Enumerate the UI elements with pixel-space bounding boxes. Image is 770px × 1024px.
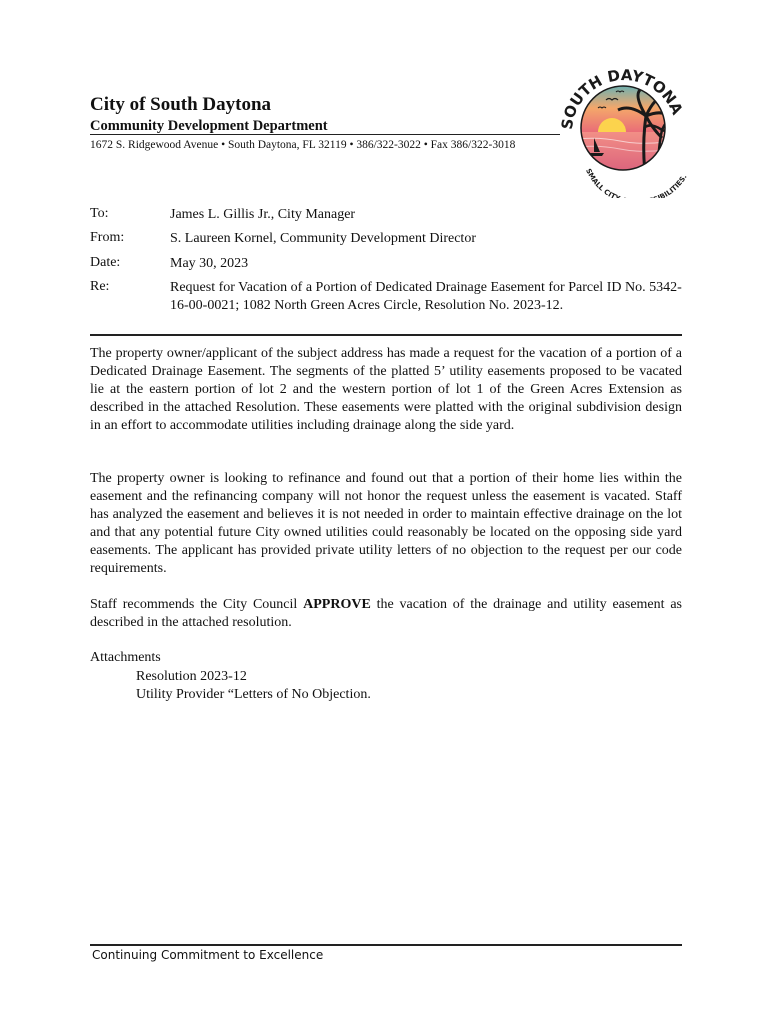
attachments-heading: Attachments — [90, 650, 161, 665]
logo-top-text: SOUTH DAYTONA — [557, 65, 687, 131]
department-name: Community Development Department — [90, 118, 328, 134]
body-paragraph-3 — [90, 596, 682, 632]
memo-divider — [90, 334, 682, 336]
city-name: City of South Daytona — [90, 94, 272, 115]
footer-motto: Continuing Commitment to Excellence — [92, 948, 324, 962]
logo-bottom-text: SMALL CIT BILITIES. — [584, 167, 689, 198]
memo-from-label: From: — [90, 230, 125, 245]
memo-re-label: Re: — [90, 279, 110, 294]
recommendation-tail: the vacation of the drainage and utility easement as described in the attached resolution. — [90, 597, 683, 630]
memo-re-value: Request for Vacation of a Portion of Dedicated Drainage Easement for Parcel ID No. 5342-16-00-0021; 1082 North Green Acres Circle, Resolution No. 2023-12. — [170, 280, 682, 313]
body-paragraph-1: The property owner/applicant of the subject address has made a request for the vacation of a portion of a Dedicated Drainage Easement. The segments of the platted 5’ utility easements proposed to be vacated lie at the eastern portion of lot 2 and the western portion of lot 1 of the Green Acres Extension as described in the attached Resolution. These easements were platted with the original subdivision design in an effort to accommodate utilities including drainage along the side yard. — [90, 346, 682, 433]
recommendation-approve: APPROVE — [303, 597, 371, 612]
department-address: 1672 S. Ridgewood Avenue • South Daytona, FL 32119 • 386/322-3022 • Fax 386/322-3018 — [90, 139, 516, 151]
body-paragraph-2: The property owner is looking to refinance and found out that a portion of their home lies within the easement and the refinancing company will not honor the request unless the easement is vacated. Staff has analyzed the easement and believes it is not needed in order to maintain effective drainage on the lot and that any potential future City owned utilities could reasonably be located on the opposing side yard easements. The applicant has provided private utility letters of no objection to the request per our code requirements. — [90, 471, 682, 576]
city-logo — [550, 48, 700, 198]
attachments-list — [136, 668, 371, 704]
memo-to-label: To: — [90, 206, 109, 221]
header-divider — [90, 134, 560, 135]
memo-date-value: May 30, 2023 — [170, 256, 249, 271]
memo-to-value: James L. Gillis Jr., City Manager — [170, 207, 356, 222]
recommendation-lead: Staff recommends the City Council — [90, 597, 304, 612]
attachment-item: Resolution 2023-12 — [136, 669, 247, 684]
attachment-item: Utility Provider “Letters of No Objection. — [136, 687, 371, 702]
memo-from-value: S. Laureen Kornel, Community Development Director — [170, 231, 476, 246]
footer-divider — [90, 944, 682, 946]
city-logo-graphic — [550, 48, 700, 198]
memo-date-label: Date: — [90, 255, 121, 270]
